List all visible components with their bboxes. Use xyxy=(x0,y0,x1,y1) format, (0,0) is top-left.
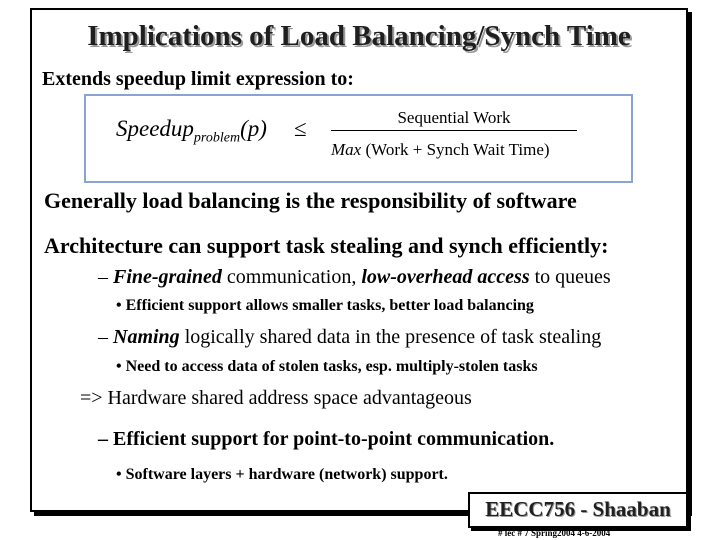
formula-arg: (p) xyxy=(240,116,267,141)
footer-meta: # lec # 7 Spring2004 4-6-2004 xyxy=(498,528,611,538)
arrow-conclusion: => Hardware shared address space advantageous xyxy=(80,387,472,409)
point-software: Generally load balancing is the responsibility of software xyxy=(44,188,577,213)
point-architecture: Architecture can support task stealing and synch efficiently: xyxy=(44,233,609,258)
formula-denominator xyxy=(331,140,601,160)
formula-box xyxy=(84,94,633,183)
sub1-text-a: communication, xyxy=(221,266,362,288)
course-footer-box xyxy=(468,492,688,528)
course-footer-title: EECC756 - Shaaban xyxy=(485,497,671,521)
bullet-text: Need to access data of stolen tasks, esp. multiply-stolen tasks xyxy=(125,358,538,375)
formula-subscript: problem xyxy=(193,130,241,146)
naming-term: Naming xyxy=(113,326,180,348)
sub-point-naming xyxy=(98,326,601,349)
sub3-text: Efficient support for point-to-point communication. xyxy=(113,428,555,450)
low-overhead-term: low-overhead access xyxy=(361,266,530,288)
intro-text: Extends speedup limit expression to: xyxy=(42,68,354,90)
bullet-marker: • xyxy=(116,466,122,483)
formula-numerator: Sequential Work xyxy=(331,108,577,131)
formula-relation: ≤ xyxy=(294,116,307,141)
bullet-marker: • xyxy=(116,297,122,314)
bullet-stolen-tasks xyxy=(116,358,538,376)
slide-frame xyxy=(30,8,688,512)
sub-point-point-to-point xyxy=(98,428,554,451)
bullet-text: Software layers + hardware (network) support. xyxy=(125,466,448,483)
sub2-text: logically shared data in the presence of task stealing xyxy=(179,326,602,348)
formula-denominator-rest: (Work + Synch Wait Time) xyxy=(361,140,550,159)
bullet-marker: • xyxy=(116,358,122,375)
fine-grained-term: Fine-grained xyxy=(113,266,222,288)
bullet-software-layers xyxy=(116,466,448,484)
sub1-text-b: to queues xyxy=(529,266,611,288)
sub-point-fine-grained xyxy=(98,266,611,289)
bullet-text: Efficient support allows smaller tasks, better load balancing xyxy=(125,297,534,314)
dash-marker: – xyxy=(98,266,108,288)
dash-marker: – xyxy=(98,326,108,348)
slide-title: Implications of Load Balancing/Synch Time xyxy=(87,20,631,52)
dash-marker: – xyxy=(98,428,108,450)
formula-lhs xyxy=(116,116,267,147)
bullet-efficient-support xyxy=(116,297,534,315)
formula-speedup: Speedup xyxy=(116,116,194,141)
formula-max: Max xyxy=(331,140,362,159)
